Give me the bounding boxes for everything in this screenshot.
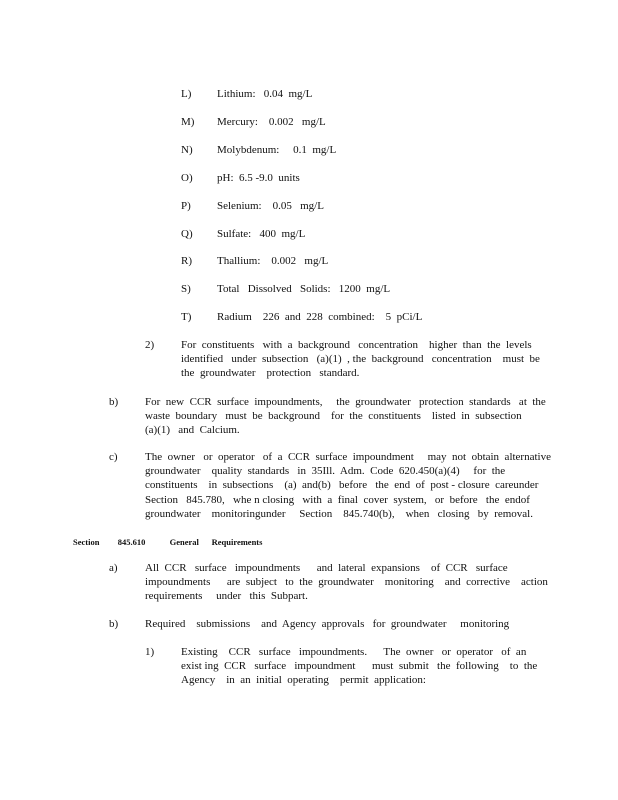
paragraph-line: The owner or operator of a CCR surface impoundment may not obtain alternative — [145, 451, 551, 463]
paragraph — [181, 645, 537, 688]
paragraph — [181, 338, 540, 381]
paragraph-line: Agency in an initial operating permit application: — [181, 674, 426, 687]
item-label: M) — [181, 116, 195, 128]
paragraph-line: All CCR surface impoundments and lateral expansions of CCR surface — [145, 562, 508, 574]
item-label: T) — [181, 311, 192, 323]
section-number: 845.610 — [117, 537, 146, 547]
item-text: Total Dissolved Solids: 1200 mg/L — [217, 283, 391, 295]
item-text: Sulfate: 400 mg/L — [217, 228, 306, 240]
paragraph-line: (a)(1) and Calcium. — [145, 424, 240, 437]
paragraph-line: constituents in subsections (a) and(b) before the end of post - closure careunder — [145, 479, 539, 492]
paragraph-number: 1) — [145, 646, 155, 658]
paragraph-letter: c) — [109, 451, 118, 463]
paragraph-line: For new CCR surface impoundments, the groundwater protection standards at the — [145, 396, 546, 408]
paragraph-line: groundwater quality standards in 35Ill. Adm. Code 620.450(a)(4) for the — [145, 465, 506, 478]
paragraph-line: groundwater monitoringunder Section 845.740(b), when closing by removal. — [145, 507, 533, 520]
item-label: O) — [181, 172, 193, 184]
item-text: Radium 226 and 228 combined: 5 pCi/L — [217, 311, 423, 323]
paragraph — [145, 561, 548, 604]
item-text: Mercury: 0.002 mg/L — [217, 116, 326, 128]
paragraph-line: Section 845.780, whe n closing with a final cover system, or before the endof — [145, 493, 530, 506]
paragraph-line: impoundments are subject to the groundwater monitoring and corrective action — [145, 576, 548, 589]
paragraph — [145, 395, 546, 438]
item-text: Thallium: 0.002 mg/L — [217, 255, 329, 267]
item-text: Molybdenum: 0.1 mg/L — [217, 144, 337, 156]
item-label: Q) — [181, 228, 193, 240]
paragraph-line: For constituents with a background concentration higher than the levels — [181, 339, 532, 351]
item-label: R) — [181, 255, 192, 267]
paragraph-letter: a) — [109, 562, 118, 574]
item-text: Selenium: 0.05 mg/L — [217, 200, 324, 212]
paragraph-letter: b) — [109, 396, 119, 408]
paragraph — [145, 450, 551, 521]
paragraph-line: identified under subsection (a)(1) , the background concentration must be — [181, 353, 540, 366]
section-label: Section — [73, 537, 100, 547]
paragraph-line: Existing CCR surface impoundments. The owner or operator of an — [181, 646, 527, 658]
paragraph-line: waste boundary must be background for the constituents listed in subsection — [145, 410, 522, 423]
item-label: S) — [181, 283, 191, 295]
section-heading — [73, 535, 262, 549]
paragraph-line: the groundwater protection standard. — [181, 367, 360, 380]
item-label: P) — [181, 200, 191, 212]
section-title: General Requirements — [169, 537, 263, 547]
item-text: Lithium: 0.04 mg/L — [217, 88, 313, 100]
paragraph-number: 2) — [145, 339, 155, 351]
paragraph-line: Required submissions and Agency approvals for groundwater monitoring — [145, 618, 510, 630]
paragraph-line: exist ing CCR surface impoundment must submit the following to the — [181, 660, 538, 673]
paragraph-line: requirements under this Subpart. — [145, 590, 308, 603]
item-text: pH: 6.5 -9.0 units — [217, 172, 300, 184]
paragraph-letter: b) — [109, 618, 119, 630]
item-label: L) — [181, 88, 192, 100]
item-label: N) — [181, 144, 193, 156]
